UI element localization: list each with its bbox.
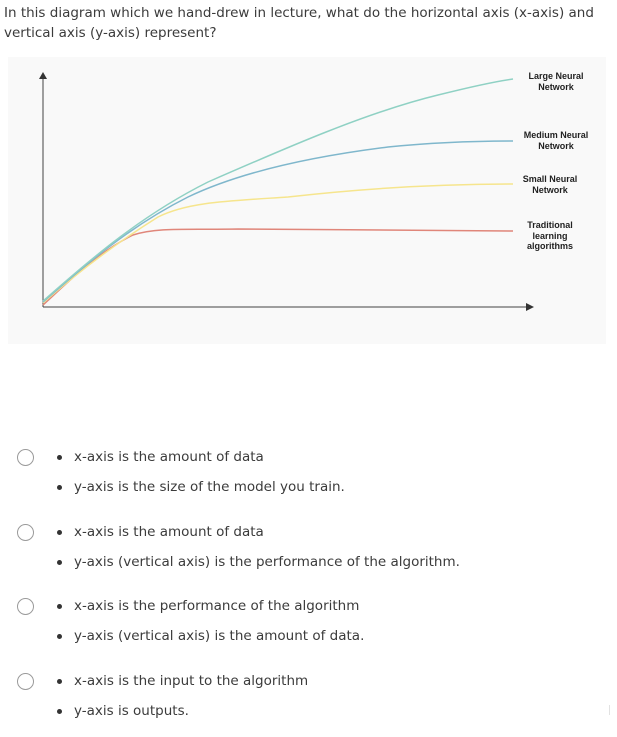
label-large-neural-network: Large Neural Network: [528, 71, 584, 92]
label-medium-neural-network: Medium Neural Network: [523, 130, 589, 151]
bullet-dot: [57, 634, 62, 639]
option-4-bullet-1: [57, 673, 308, 703]
option-2-bullet-1: [57, 524, 460, 554]
bullet-dot: [57, 485, 62, 490]
answer-option-1[interactable]: [0, 449, 617, 513]
radio-button-1[interactable]: [17, 449, 34, 466]
option-2-text-1: x-axis is the amount of data: [74, 524, 264, 540]
answer-option-3[interactable]: [0, 598, 617, 662]
y-axis-arrow: [39, 72, 47, 79]
question-text: In this diagram which we hand-drew in lecture, what do the horizontal axis (x-axis) and vertical axis (y-axis) represent?: [4, 5, 594, 41]
bullet-dot: [57, 530, 62, 535]
radio-button-4[interactable]: [17, 673, 34, 690]
radio-button-2[interactable]: [17, 524, 34, 541]
option-1-text-1: x-axis is the amount of data: [74, 449, 264, 465]
option-1-bullet-2: [57, 479, 345, 509]
option-4-bullet-2: [57, 703, 308, 733]
diagram-svg: [8, 57, 606, 344]
label-small-neural-network: Small Neural Network: [522, 174, 578, 195]
lecture-diagram: [8, 57, 606, 344]
option-3-text-1: x-axis is the performance of the algorithm: [74, 598, 360, 614]
answer-option-2[interactable]: [0, 524, 617, 588]
radio-button-3[interactable]: [17, 598, 34, 615]
bullet-dot: [57, 679, 62, 684]
option-3-bullets: [57, 598, 364, 658]
label-traditional-learning-algorithms: Traditional learning algorithms: [526, 220, 573, 251]
curve-large-line: [43, 79, 513, 301]
option-2-text-2: y-axis (vertical axis) is the performance of the algorithm.: [74, 554, 460, 570]
option-3-bullet-1: [57, 598, 364, 628]
bullet-dot: [57, 709, 62, 714]
option-4-text-2: y-axis is outputs.: [74, 703, 189, 719]
option-2-bullets: [57, 524, 460, 584]
scrollbar-edge: [609, 705, 610, 715]
bullet-dot: [57, 455, 62, 460]
option-1-bullets: [57, 449, 345, 509]
x-axis-arrow: [526, 303, 534, 311]
option-4-bullets: [57, 673, 308, 733]
option-2-bullet-2: [57, 554, 460, 584]
option-1-bullet-1: [57, 449, 345, 479]
option-3-bullet-2: [57, 628, 364, 658]
option-4-text-1: x-axis is the input to the algorithm: [74, 673, 309, 689]
bullet-dot: [57, 604, 62, 609]
answer-option-4[interactable]: [0, 673, 617, 737]
option-3-text-2: y-axis (vertical axis) is the amount of data.: [74, 628, 365, 644]
curve-traditional-line: [43, 229, 513, 305]
option-1-text-2: y-axis is the size of the model you train.: [74, 479, 345, 495]
bullet-dot: [57, 560, 62, 565]
curve-medium-line: [43, 141, 513, 302]
